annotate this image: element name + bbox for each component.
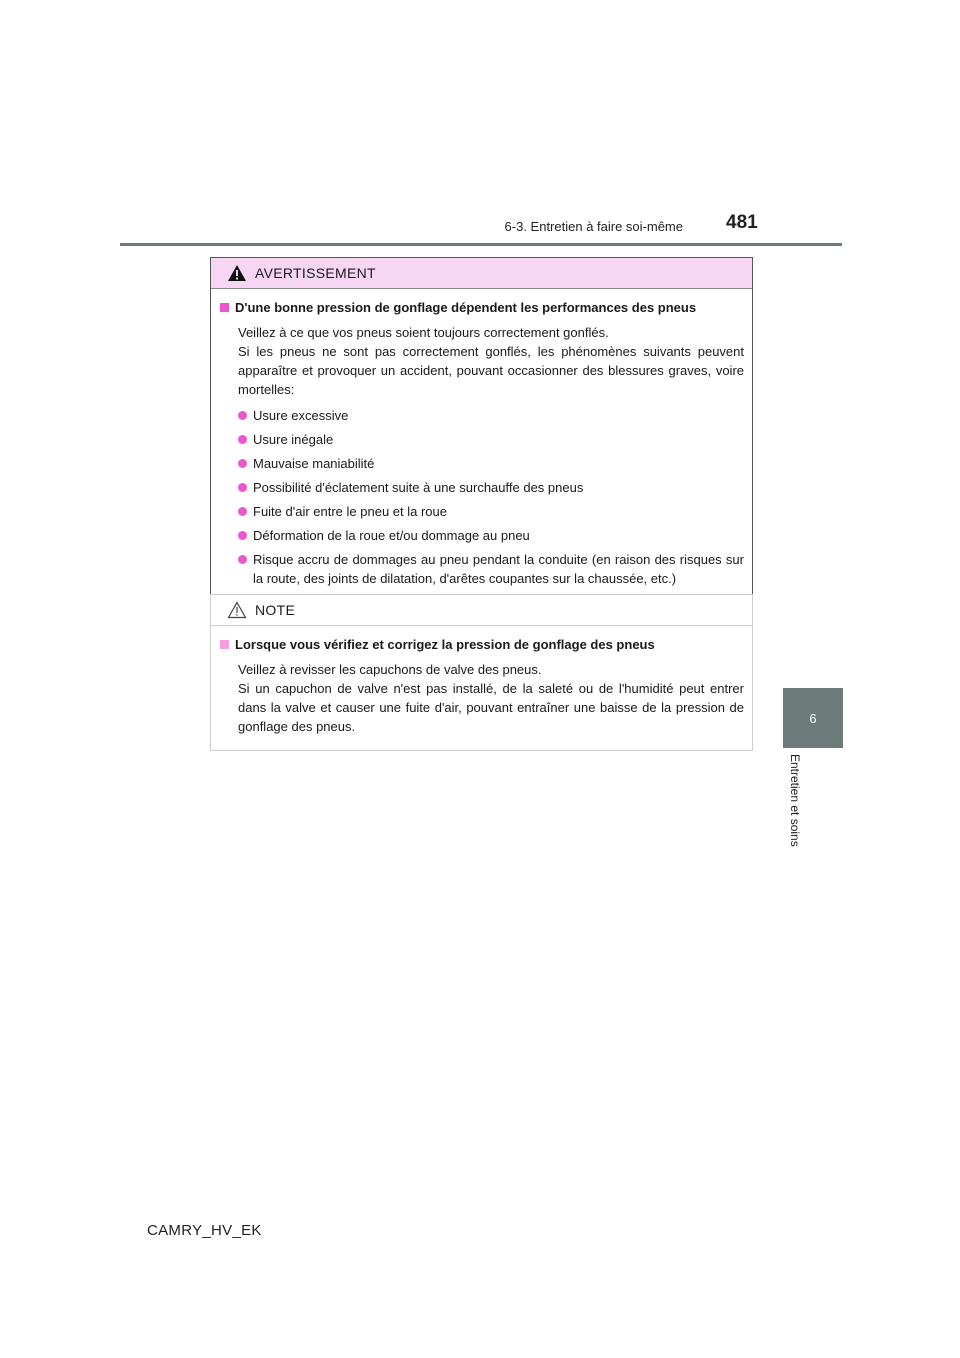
pink-dot-bullet-icon [238, 531, 247, 540]
note-heading-text: Lorsque vous vérifiez et corrigez la pression de gonflage des pneus [235, 637, 655, 652]
warning-box [210, 257, 753, 603]
list-item: Possibilité d'éclatement suite à une surchauffe des pneus [219, 478, 744, 497]
warning-body [211, 289, 752, 602]
note-title: NOTE [255, 602, 296, 618]
warning-title: AVERTISSEMENT [255, 265, 376, 281]
warning-heading [219, 298, 744, 317]
list-item: Usure excessive [219, 406, 744, 425]
list-item: Risque accru de dommages au pneu pendant la conduite (en raison des risques sur la route, des joints de dilatation, d'arêtes coupantes sur la chaussée, etc.) [219, 550, 744, 588]
note-box [210, 594, 753, 751]
note-paragraph-1: Veillez à revisser les capuchons de valve des pneus. [238, 662, 542, 677]
list-item: Fuite d'air entre le pneu et la roue [219, 502, 744, 521]
note-paragraph-2: Si un capuchon de valve n'est pas installé, de la saleté ou de l'humidité peut entrer dans la valve et causer une fuite d'air, pouvant entraîner une baisse de la pression de gonflage des pneus. [238, 681, 744, 734]
warning-heading-text: D'une bonne pression de gonflage dépendent les performances des pneus [235, 300, 697, 315]
running-header-section: 6-3. Entretien à faire soi-même [504, 219, 683, 234]
warning-triangle-icon [227, 264, 247, 282]
model-code: CAMRY_HV_EK [147, 1222, 262, 1239]
chapter-number: 6 [809, 710, 817, 726]
pink-square-bullet-icon [220, 303, 229, 312]
chapter-tab [783, 688, 843, 748]
pink-dot-bullet-icon [238, 459, 247, 468]
warning-header [211, 258, 752, 289]
list-item: Usure inégale [219, 430, 744, 449]
pink-dot-bullet-icon [238, 435, 247, 444]
caution-triangle-icon [227, 601, 247, 619]
pink-dot-bullet-icon [238, 483, 247, 492]
list-item: Mauvaise maniabilité [219, 454, 744, 473]
warning-paragraph-2: Si les pneus ne sont pas correctement gonflés, les phénomènes suivants peuvent apparaître et provoquer un accident, pouvant occasionner des blessures graves, voire mortelles: [238, 344, 744, 397]
pink-square-bullet-icon [220, 640, 229, 649]
pink-dot-bullet-icon [238, 507, 247, 516]
pink-dot-bullet-icon [238, 411, 247, 420]
header-divider [120, 243, 842, 246]
list-item: Déformation de la roue et/ou dommage au pneu [219, 526, 744, 545]
chapter-title: Entretien et soins [788, 754, 802, 847]
pink-dot-bullet-icon [238, 555, 247, 564]
note-header [211, 595, 752, 626]
page-number: 481 [726, 212, 758, 233]
warning-paragraph-1: Veillez à ce que vos pneus soient toujours correctement gonflés. [238, 325, 609, 340]
note-body [211, 626, 752, 750]
note-heading [219, 635, 744, 654]
